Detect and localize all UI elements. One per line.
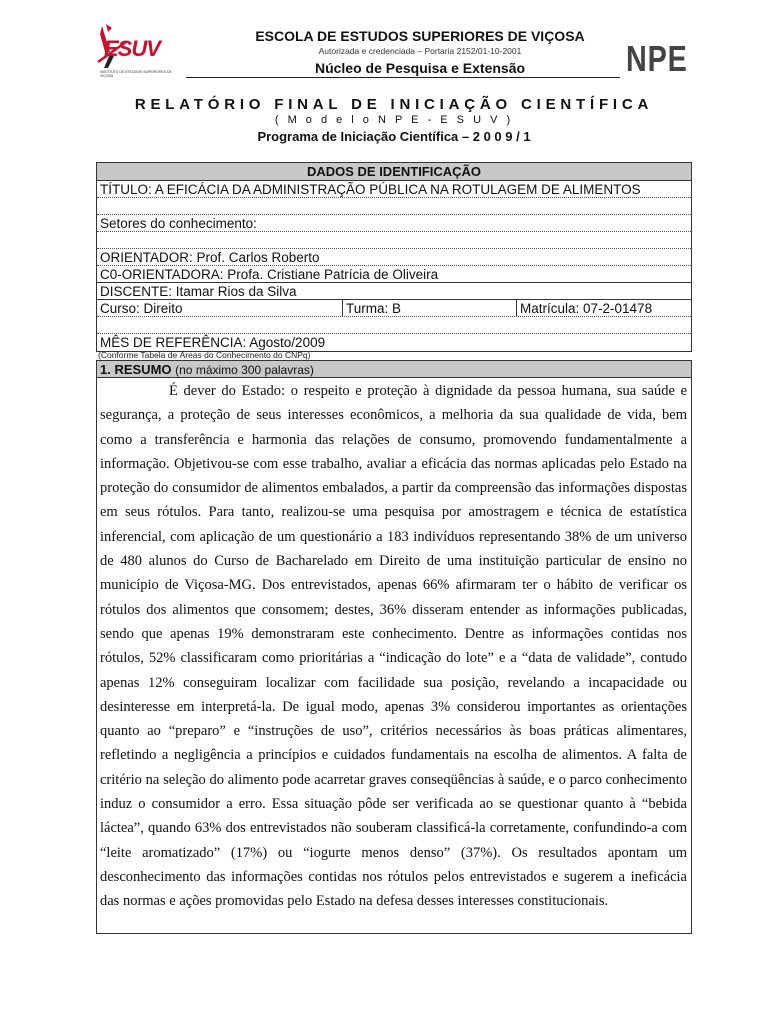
- blank-row: [97, 317, 691, 334]
- report-title: RELATÓRIO FINAL DE INICIAÇÃO CIENTÍFICA: [134, 96, 654, 113]
- summary-heading-number: 1. RESUMO: [100, 362, 172, 377]
- report-model: ( M o d e l o N P E - E S U V ): [274, 114, 514, 126]
- summary-heading-limit: (no máximo 300 palavras): [175, 363, 314, 377]
- header-divider: [186, 77, 620, 78]
- cnpq-note: (Conforme Tabela de Áreas do Conhecimento do CNPq): [98, 350, 311, 360]
- title-field: TÍTULO: A EFICÁCIA DA ADMINISTRAÇÃO PÚBLICA NA ROTULAGEM DE ALIMENTOS: [97, 181, 691, 198]
- reference-month-field: MÊS DE REFERÊNCIA: Agosto/2009: [100, 335, 326, 350]
- summary-section: [96, 360, 692, 934]
- summary-heading: [97, 361, 691, 378]
- identification-table: [96, 162, 692, 352]
- course-field: Curso: Direito: [97, 300, 343, 316]
- identification-heading: DADOS DE IDENTIFICAÇÃO: [97, 163, 691, 181]
- logo-caption: INSTITUTO DE ESTUDOS SUPERIORES DE VIÇOSA: [100, 70, 172, 78]
- course-row: [97, 300, 691, 317]
- registration-field: Matrícula: 07-2-01478: [520, 301, 653, 316]
- advisor-field: ORIENTADOR: Prof. Carlos Roberto: [97, 249, 691, 266]
- blank-row: [97, 232, 691, 249]
- school-name: ESCOLA DE ESTUDOS SUPERIORES DE VIÇOSA: [255, 28, 585, 44]
- authorization-line: Autorizada e credenciada – Portaria 2152/01-10-2001: [318, 46, 522, 56]
- report-program: Programa de Iniciação Científica – 2 0 0 9 / 1: [257, 129, 531, 144]
- summary-text: É dever do Estado: o respeito e proteção à dignidade da pessoa humana, sua saúde e segurança, a proteção de seus interesses econômicos, a melhoria da sua qualidade de vida, bem como a transferência e harmonia das relações de consumo, promovendo fundamentalmente a informação. Objetivou-se com esse trabalho, avaliar a eficácia das normas aplicadas pelo Estado na proteção do consumidor de alimentos embalados, a partir da compreensão das informações dispostas em seus rótulos. Para tanto, realizou-se uma pesquisa por amostragem e técnica de estatística inferencial, com aplicação de um questionário a 183 indivíduos representando 38% de um universo de 480 alunos do Curso de Bacharelado em Direito de uma instituição particular de ensino no município de Viçosa-MG. Dos entrevistados, apenas 66% afirmaram ter o hábito de verificar os rótulos dos alimentos que consomem; destes, 36% disseram entender as informações publicadas, sendo que apenas 19% demonstraram este conhecimento. Dentre as informações contidas nos rótulos, 52% classificaram como prioritárias a “indicação do lote” e a “data de validade”, contudo apenas 12% conseguiram localizar com facilidade sua posição, revelando a incapacidade ou desinteresse em interpretá-la. De igual modo, apenas 3% considerou importantes as orientações quanto ao “preparo” e “instruções de uso”, critérios necessários às boas práticas alimentares, refletindo a negligência a princípios e cuidados fundamentais na escolha de alimentos. A falta de critério na seleção do alimento pode acarretar graves conseqüências à saúde, e o parco conhecimento induz o consumidor a erro. Essa situação pôde ser verificada ao se questionar quanto à “bebida láctea”, quando 63% dos entrevistados não souberam classificá-la corretamente, confundindo-a com “leite aromatizado” (17%) ou “iogurte menos denso” (37%). Os resultados apontam um desconhecimento das informações contidas nos rótulos pelos entrevistados e sugerem a ineficácia das normas e ações promovidas pelo Estado na defesa desses interesses constitucionais.: [100, 383, 687, 910]
- student-field: DISCENTE: Itamar Rios da Silva: [97, 283, 691, 300]
- nucleus-name: Núcleo de Pesquisa e Extensão: [314, 60, 526, 76]
- sectors-field: Setores do conhecimento:: [97, 215, 691, 232]
- class-field: Turma: B: [343, 300, 517, 316]
- co-advisor-field: C0-ORIENTADORA: Profa. Cristiane Patrícia de Oliveira: [97, 266, 691, 283]
- npe-logo: NPE: [626, 38, 688, 79]
- logo-wordmark: ESUV: [104, 36, 160, 61]
- blank-row: [97, 198, 691, 215]
